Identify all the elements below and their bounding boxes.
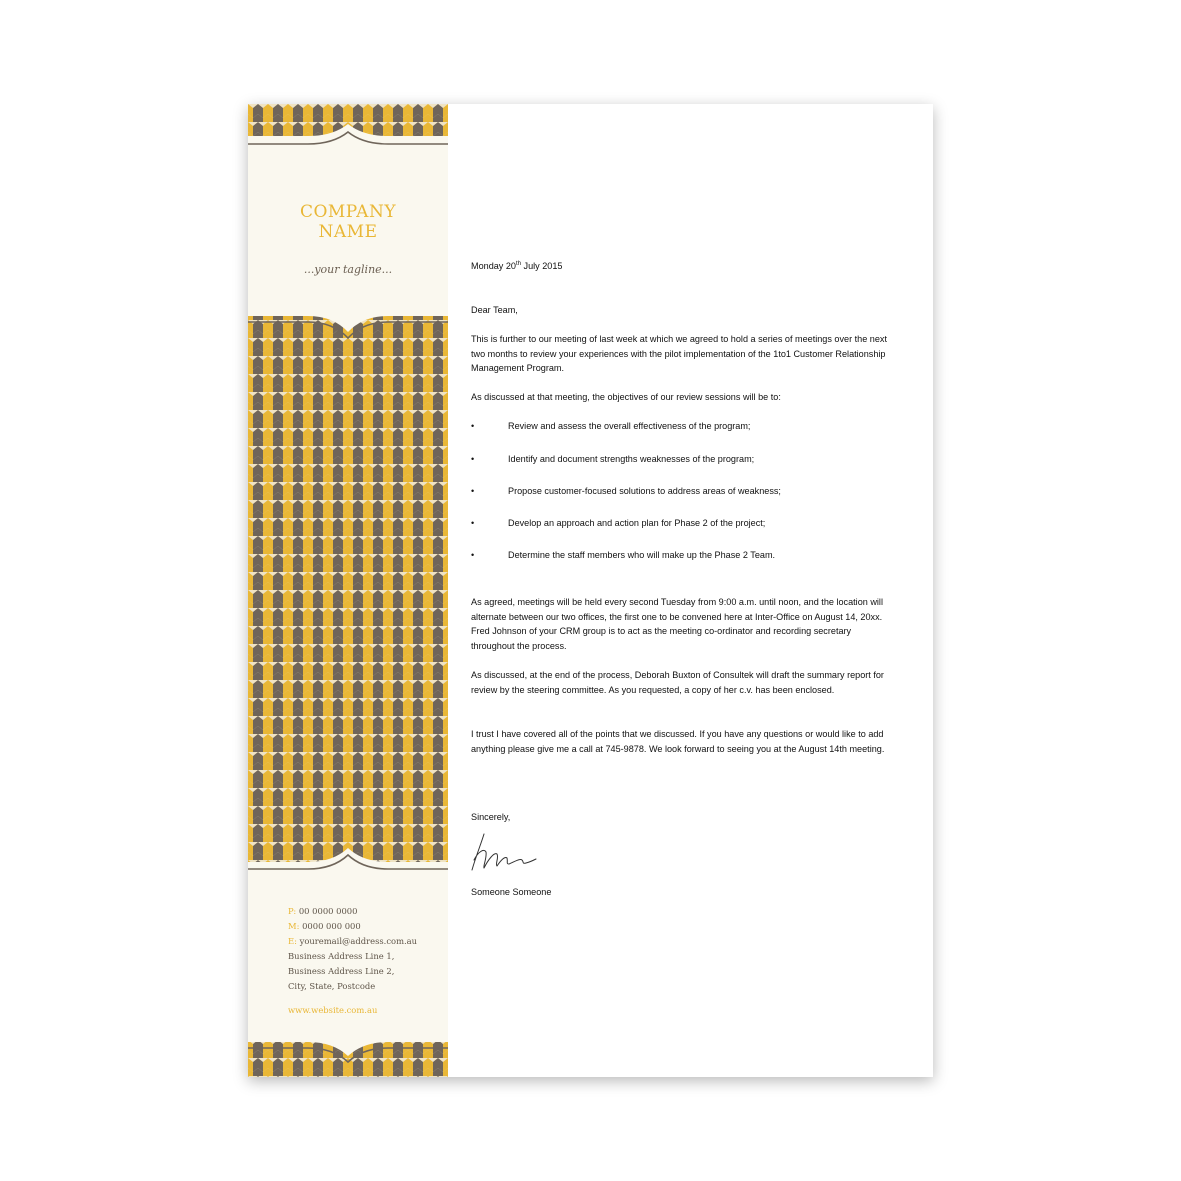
company-tagline: ...your tagline...	[303, 263, 393, 276]
closing: Sincerely,	[471, 812, 511, 822]
date-day: Monday 20	[471, 261, 516, 271]
paragraph-report: As discussed, at the end of the process, Deborah Buxton of Consultek will draft the summary report for review by the steering committee. As you requested, a copy of her c.v. has been enclosed.	[471, 670, 884, 695]
paragraph-objectives: As discussed at that meeting, the objectives of our review sessions will be to:	[471, 392, 781, 402]
mobile-line	[288, 919, 417, 934]
mobile-number: 0000 000 000	[302, 921, 361, 931]
address-line-3: City, State, Postcode	[288, 981, 376, 991]
bullet-icon: •	[471, 486, 475, 496]
letterhead-page	[248, 104, 933, 1077]
bullet-icon: •	[471, 518, 475, 528]
contact-block	[288, 904, 417, 1018]
bullet-icon: •	[471, 454, 475, 464]
date-ordinal: th	[516, 260, 522, 267]
paragraph-intro: This is further to our meeting of last week at which we agreed to hold a series of meetings over the next two months to review your experiences with the pilot implementation of the 1to1 Customer Relationship Management Program.	[471, 334, 887, 373]
handwritten-signature	[470, 830, 542, 874]
phone-line	[288, 904, 417, 919]
address-line-2: Business Address Line 2,	[288, 966, 395, 976]
bullet-icon: •	[471, 421, 475, 431]
company-name: COMPANY NAME	[299, 202, 397, 242]
list-item-text: Determine the staff members who will make up the Phase 2 Team.	[508, 550, 776, 560]
address-line-1: Business Address Line 1,	[288, 951, 395, 961]
email-line	[288, 934, 417, 949]
email-address: youremail@address.com.au	[299, 936, 418, 946]
letter-date	[471, 259, 891, 274]
email-label: E:	[288, 936, 297, 946]
bullet-icon: •	[471, 550, 475, 560]
date-month-year: July 2015	[521, 261, 563, 271]
phone-number: 00 0000 0000	[298, 906, 358, 916]
phone-label: P:	[288, 906, 297, 916]
salutation: Dear Team,	[471, 305, 518, 315]
list-item-text: Develop an approach and action plan for Phase 2 of the project;	[508, 518, 766, 528]
list-item-text: Identify and document strengths weaknesses of the program;	[508, 454, 755, 464]
paragraph-schedule: As agreed, meetings will be held every second Tuesday from 9:00 a.m. until noon, and the location will alternate between our two offices, the first one to be convened here at Inter-Office on August 14, 20xx. Fred Johnson of your CRM group is to act as the meeting co-ordinator and recording secretary throughout the process.	[471, 597, 883, 651]
list-item-text: Review and assess the overall effectiveness of the program;	[508, 421, 751, 431]
list-item-text: Propose customer-focused solutions to address areas of weakness;	[508, 486, 781, 496]
website-link: www.website.com.au	[288, 1005, 378, 1015]
signature-name: Someone Someone	[471, 887, 552, 897]
paragraph-closing: I trust I have covered all of the points that we discussed. If you have any questions or would like to add anything please give me a call at 745-9878. We look forward to seeing you at the August 14th meeting.	[471, 729, 885, 754]
letterhead-sidebar	[248, 104, 448, 1077]
mobile-label: M:	[288, 921, 300, 931]
